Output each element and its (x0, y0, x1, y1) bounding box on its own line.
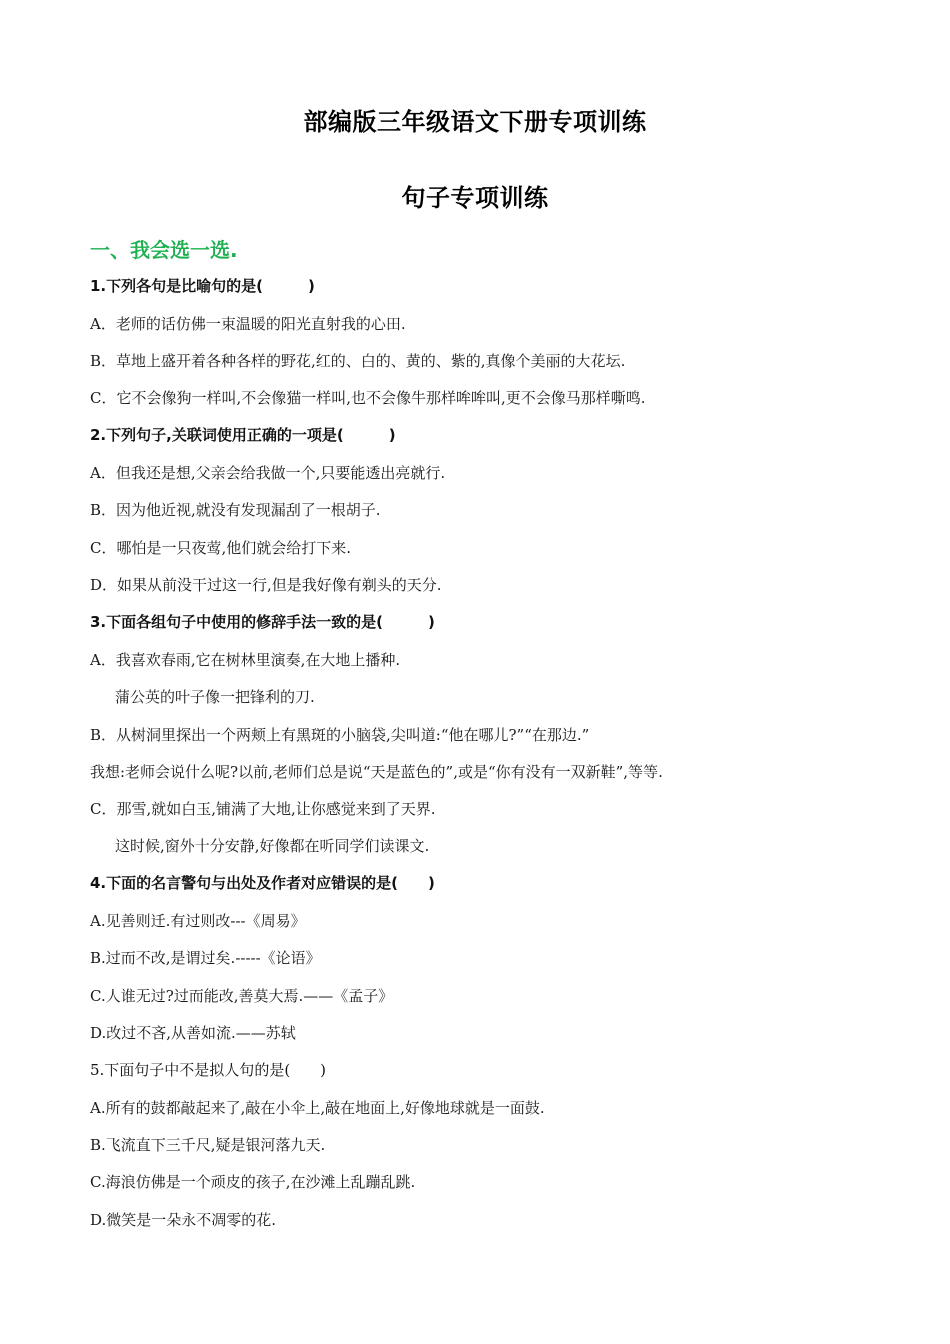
question-4-option-d: D.改过不吝,从善如流.——苏轼 (90, 1024, 296, 1042)
question-5-option-b: B.飞流直下三千尺,疑是银河落九天. (90, 1136, 326, 1154)
question-2-option-d: D．如果从前没干过这一行,但是我好像有剃头的天分. (90, 576, 442, 594)
section-heading: 一、我会选一选. (90, 238, 238, 262)
question-2-option-b: B．因为他近视,就没有发现漏刮了一根胡子. (90, 501, 381, 519)
question-1-option-a: A．老师的话仿佛一束温暖的阳光直射我的心田. (90, 315, 406, 333)
question-4-option-c: C.人谁无过?过而能改,善莫大焉.——《孟子》 (90, 987, 394, 1005)
question-5-stem: 5.下面句子中不是拟人句的是( ) (90, 1061, 327, 1079)
main-title: 部编版三年级语文下册专项训练 (303, 108, 647, 136)
question-3-option-b-line2: 我想:老师会说什么呢?以前,老师们总是说“天是蓝色的”,或是“你有没有一双新鞋”,等等. (90, 763, 663, 781)
question-5-option-c: C.海浪仿佛是一个顽皮的孩子,在沙滩上乱蹦乱跳. (90, 1173, 416, 1191)
question-1-option-b: B．草地上盛开着各种各样的野花,红的、白的、黄的、紫的,真像个美丽的大花坛. (90, 352, 626, 370)
question-4-option-b: B.过而不改,是谓过矣.-----《论语》 (90, 949, 321, 967)
question-5-option-a: A.所有的鼓都敲起来了,敲在小伞上,敲在地面上,好像地球就是一面鼓. (90, 1099, 545, 1117)
question-3-option-a-line2: 蒲公英的叶子像一把锋利的刀. (115, 688, 315, 706)
question-3-option-c-line2: 这时候,窗外十分安静,好像都在听同学们读课文. (115, 837, 430, 855)
question-4-option-a: A.见善则迁.有过则改---《周易》 (90, 912, 306, 930)
question-5-option-d: D.微笑是一朵永不凋零的花. (90, 1211, 277, 1229)
question-3-option-b-line1: B．从树洞里探出一个两颊上有黑斑的小脑袋,尖叫道:“他在哪儿?”“在那边.” (90, 726, 590, 744)
question-2-option-a: A．但我还是想,父亲会给我做一个,只要能透出亮就行. (90, 464, 446, 482)
question-4-stem: 4.下面的名言警句与出处及作者对应错误的是( ) (90, 874, 435, 892)
question-2-stem: 2.下列句子,关联词使用正确的一项是( ) (90, 426, 396, 444)
question-1-stem: 1.下列各句是比喻句的是( ) (90, 277, 315, 295)
question-3-stem: 3.下面各组句子中使用的修辞手法一致的是( ) (90, 613, 435, 631)
question-2-option-c: C．哪怕是一只夜莺,他们就会给打下来. (90, 539, 352, 557)
question-1-option-c: C．它不会像狗一样叫,不会像猫一样叫,也不会像牛那样哞哞叫,更不会像马那样嘶鸣. (90, 389, 646, 407)
sub-title: 句子专项训练 (401, 184, 549, 212)
question-3-option-c-line1: C．那雪,就如白玉,铺满了大地,让你感觉来到了天界. (90, 800, 436, 818)
question-3-option-a-line1: A．我喜欢春雨,它在树林里演奏,在大地上播种. (90, 651, 401, 669)
